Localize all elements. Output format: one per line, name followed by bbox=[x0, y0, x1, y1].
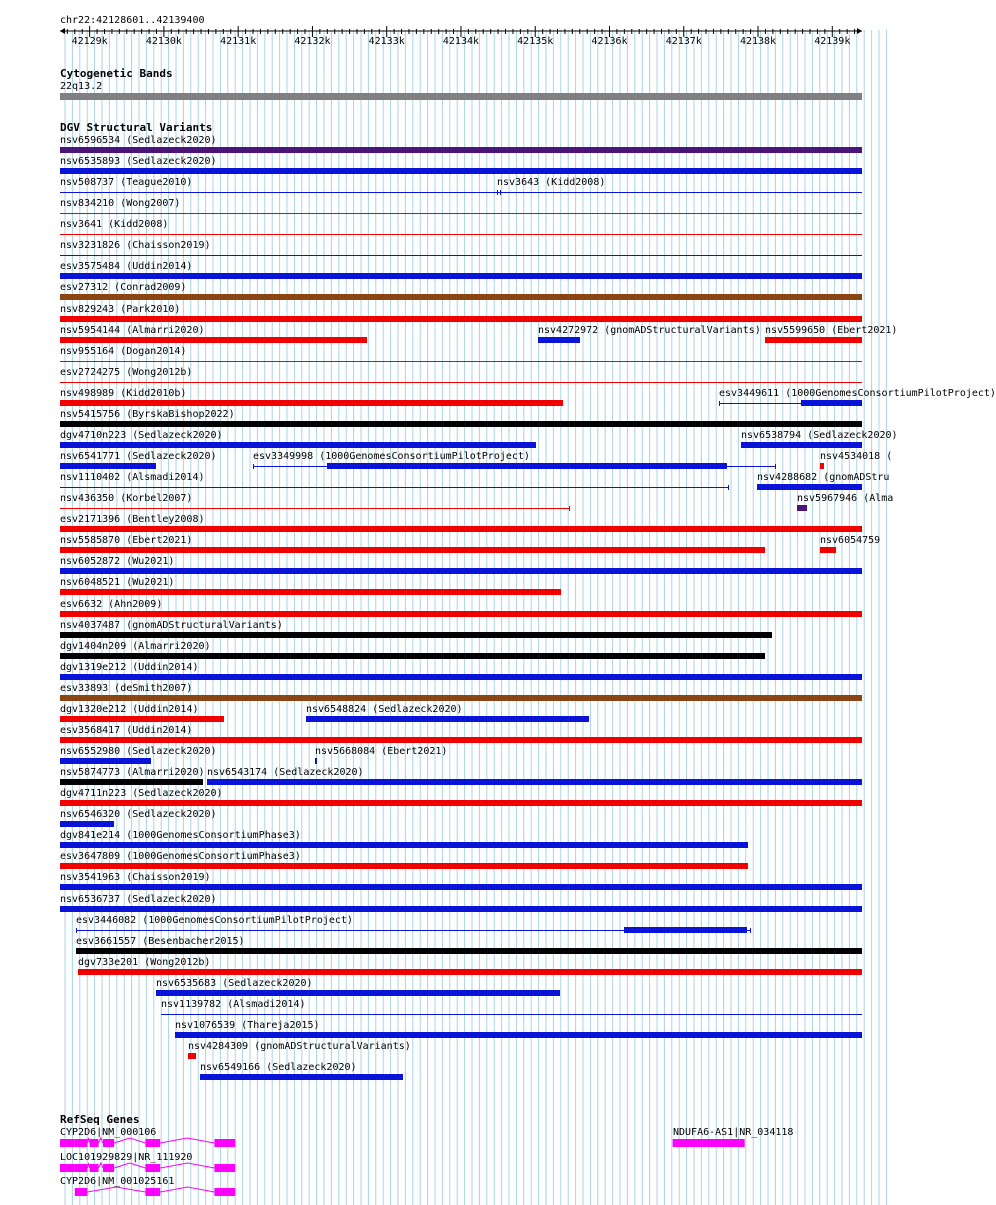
variant-label: nsv6054759 bbox=[820, 535, 881, 546]
variant-label: nsv6536737 (Sedlazeck2020) bbox=[60, 894, 217, 905]
variant-bar[interactable] bbox=[60, 779, 203, 785]
dgv-track-title: DGV Structural Variants bbox=[60, 121, 213, 134]
ruler-tick-label: 42129k bbox=[71, 36, 108, 47]
variant-label: nsv6552980 (Sedlazeck2020) bbox=[60, 746, 217, 757]
gene-exon bbox=[673, 1139, 712, 1147]
variant-end-tick bbox=[76, 928, 77, 933]
variant-label: dgv1404n209 (Almarri2020) bbox=[60, 641, 211, 652]
variant-label: nsv3231826 (Chaisson2019) bbox=[60, 240, 211, 251]
gene-label: NDUFA6-AS1|NR_034118 bbox=[673, 1127, 794, 1138]
variant-bar[interactable] bbox=[765, 337, 862, 343]
variant-bar[interactable] bbox=[60, 463, 156, 469]
variant-label: nsv4272972 (gnomADStructuralVariants) bbox=[538, 325, 761, 336]
variant-bar[interactable] bbox=[60, 526, 862, 532]
variant-label: nsv829243 (Park2010) bbox=[60, 304, 181, 315]
ruler-tick-label: 42130k bbox=[145, 36, 182, 47]
variant-line[interactable] bbox=[60, 361, 862, 362]
variant-end-tick bbox=[728, 485, 729, 490]
variant-label: dgv4710n223 (Sedlazeck2020) bbox=[60, 430, 223, 441]
gene-exon bbox=[75, 1188, 88, 1196]
variant-label: nsv5874773 (Almarri2020) bbox=[60, 767, 205, 778]
variant-label: nsv6596534 (Sedlazeck2020) bbox=[60, 135, 217, 146]
variant-bar[interactable] bbox=[207, 779, 862, 785]
variant-bar[interactable] bbox=[757, 484, 862, 490]
variant-label: nsv3641 (Kidd2008) bbox=[60, 219, 169, 230]
variant-line[interactable] bbox=[60, 487, 728, 488]
variant-bar[interactable] bbox=[200, 1074, 403, 1080]
cytoband-title: Cytogenetic Bands bbox=[60, 67, 173, 80]
variant-bar[interactable] bbox=[76, 948, 862, 954]
ruler-tick-label: 42135k bbox=[517, 36, 554, 47]
variant-label: nsv1076539 (Thareja2015) bbox=[175, 1020, 320, 1031]
variant-line[interactable] bbox=[60, 234, 862, 235]
variant-bar[interactable] bbox=[60, 421, 862, 427]
variant-bar[interactable] bbox=[60, 653, 765, 659]
gene-exon bbox=[214, 1188, 235, 1196]
gene-model[interactable] bbox=[0, 1137, 890, 1151]
ruler-left-arrow-icon bbox=[60, 28, 65, 34]
ruler-tick-label: 42137k bbox=[665, 36, 702, 47]
variant-bar[interactable] bbox=[78, 969, 862, 975]
variant-bar[interactable] bbox=[60, 273, 862, 279]
variant-bar[interactable] bbox=[60, 906, 862, 912]
variant-label: nsv508737 (Teague2010) bbox=[60, 177, 193, 188]
gene-exon bbox=[90, 1164, 99, 1172]
variant-bar[interactable] bbox=[801, 400, 862, 406]
variant-label: nsv6048521 (Wu2021) bbox=[60, 577, 175, 588]
variant-line[interactable] bbox=[60, 508, 569, 509]
variant-bar[interactable] bbox=[60, 442, 536, 448]
gene-exon bbox=[60, 1164, 75, 1172]
variant-bar[interactable] bbox=[60, 589, 561, 595]
variant-bar[interactable] bbox=[60, 611, 862, 617]
ruler-tick-label: 42132k bbox=[294, 36, 331, 47]
variant-label: nsv6052872 (Wu2021) bbox=[60, 556, 175, 567]
variant-bar[interactable] bbox=[188, 1053, 196, 1059]
variant-bar[interactable] bbox=[60, 716, 224, 722]
gene-model[interactable] bbox=[0, 1186, 890, 1200]
gene-label: CYP2D6|NM_001025161 bbox=[60, 1176, 175, 1187]
variant-bar[interactable] bbox=[327, 463, 727, 469]
variant-label: nsv6541771 (Sedlazeck2020) bbox=[60, 451, 217, 462]
variant-bar[interactable] bbox=[741, 442, 862, 448]
variant-bar[interactable] bbox=[60, 547, 765, 553]
variant-label: nsv436350 (Korbel2007) bbox=[60, 493, 193, 504]
ruler[interactable] bbox=[0, 25, 890, 49]
variant-bar[interactable] bbox=[60, 842, 748, 848]
variant-label: esv3449611 (1000GenomesConsortiumPilotProject) bbox=[719, 388, 996, 399]
ruler-right-arrow-icon bbox=[857, 28, 862, 34]
variant-label: nsv498989 (Kidd2010b) bbox=[60, 388, 187, 399]
ruler-tick-label: 42139k bbox=[814, 36, 851, 47]
variant-label: nsv955164 (Dogan2014) bbox=[60, 346, 187, 357]
variant-bar[interactable] bbox=[797, 505, 807, 511]
variant-label: nsv5967946 (Alma bbox=[797, 493, 894, 504]
variant-bar[interactable] bbox=[624, 927, 747, 933]
variant-end-tick bbox=[775, 464, 776, 469]
variant-label: dgv4711n223 (Sedlazeck2020) bbox=[60, 788, 223, 799]
variant-label: nsv4284309 (gnomADStructuralVariants) bbox=[188, 1041, 411, 1052]
variant-label: nsv5599650 (Ebert2021) bbox=[765, 325, 898, 336]
variant-label: nsv6538794 (Sedlazeck2020) bbox=[741, 430, 898, 441]
variant-label: nsv5954144 (Almarri2020) bbox=[60, 325, 205, 336]
variant-label: esv2724275 (Wong2012b) bbox=[60, 367, 193, 378]
variant-end-tick bbox=[253, 464, 254, 469]
variant-label: nsv1139782 (Alsmadi2014) bbox=[161, 999, 306, 1010]
gene-model[interactable] bbox=[0, 1162, 890, 1176]
variant-label: nsv6543174 (Sedlazeck2020) bbox=[207, 767, 364, 778]
variant-bar[interactable] bbox=[60, 800, 862, 806]
variant-end-tick bbox=[750, 928, 751, 933]
variant-bar[interactable] bbox=[60, 168, 862, 174]
variant-bar[interactable] bbox=[60, 695, 862, 701]
variant-line[interactable] bbox=[60, 382, 862, 383]
variant-bar[interactable] bbox=[60, 294, 862, 300]
variant-bar[interactable] bbox=[60, 821, 114, 827]
variant-bar[interactable] bbox=[60, 758, 151, 764]
variant-label: esv33893 (deSmith2007) bbox=[60, 683, 193, 694]
gene-exon bbox=[214, 1164, 235, 1172]
variant-label: esv27312 (Conrad2009) bbox=[60, 282, 187, 293]
variant-bar[interactable] bbox=[175, 1032, 862, 1038]
gene-label: CYP2D6|NM_000106 bbox=[60, 1127, 157, 1138]
variant-line[interactable] bbox=[60, 192, 862, 193]
variant-label: esv3446082 (1000GenomesConsortiumPilotProject) bbox=[76, 915, 353, 926]
variant-label: esv3349998 (1000GenomesConsortiumPilotProject) bbox=[253, 451, 530, 462]
variant-label: nsv6535893 (Sedlazeck2020) bbox=[60, 156, 217, 167]
variant-bar[interactable] bbox=[306, 716, 589, 722]
gene-exon bbox=[710, 1139, 745, 1147]
variant-bar[interactable] bbox=[60, 316, 862, 322]
ruler-tick-label: 42134k bbox=[442, 36, 480, 47]
variant-label: nsv4037487 (gnomADStructuralVariants) bbox=[60, 620, 283, 631]
variant-tick[interactable] bbox=[500, 190, 501, 195]
variant-label: nsv6548824 (Sedlazeck2020) bbox=[306, 704, 463, 715]
ruler-tick-label: 42131k bbox=[220, 36, 257, 47]
variant-end-tick bbox=[719, 401, 720, 406]
variant-end-tick bbox=[569, 506, 570, 511]
variant-bar[interactable] bbox=[820, 463, 824, 469]
variant-label: nsv6535683 (Sedlazeck2020) bbox=[156, 978, 313, 989]
variant-label: esv3568417 (Uddin2014) bbox=[60, 725, 193, 736]
variant-label: esv3575484 (Uddin2014) bbox=[60, 261, 193, 272]
variant-bar[interactable] bbox=[60, 337, 367, 343]
variant-bar[interactable] bbox=[60, 400, 563, 406]
ruler-tick-label: 42136k bbox=[591, 36, 628, 47]
gene-exon bbox=[75, 1164, 88, 1172]
variant-tick[interactable] bbox=[497, 190, 498, 195]
refseq-track-title: RefSeq Genes bbox=[60, 1113, 140, 1126]
variant-line[interactable] bbox=[60, 213, 862, 214]
variant-line[interactable] bbox=[60, 255, 862, 256]
variant-label: nsv5585870 (Ebert2021) bbox=[60, 535, 193, 546]
variant-bar[interactable] bbox=[156, 990, 560, 996]
variant-bar[interactable] bbox=[60, 863, 748, 869]
variant-label: nsv4534018 ( bbox=[820, 451, 893, 462]
variant-bar[interactable] bbox=[60, 674, 862, 680]
variant-label: nsv1110402 (Alsmadi2014) bbox=[60, 472, 205, 483]
gene-exon bbox=[145, 1164, 160, 1172]
variant-label: dgv841e214 (1000GenomesConsortiumPhase3) bbox=[60, 830, 301, 841]
variant-bar[interactable] bbox=[60, 884, 862, 890]
variant-label: nsv6549166 (Sedlazeck2020) bbox=[200, 1062, 357, 1073]
variant-label: nsv5415756 (ByrskaBishop2022) bbox=[60, 409, 235, 420]
variant-label: dgv1319e212 (Uddin2014) bbox=[60, 662, 199, 673]
gene-label: LOC101929829|NR_111920 bbox=[60, 1152, 193, 1163]
variant-bar[interactable] bbox=[60, 632, 772, 638]
variant-bar[interactable] bbox=[820, 547, 836, 553]
variant-bar[interactable] bbox=[60, 737, 862, 743]
variant-label: esv3647809 (1000GenomesConsortiumPhase3) bbox=[60, 851, 301, 862]
variant-label: nsv6546320 (Sedlazeck2020) bbox=[60, 809, 217, 820]
ruler-location: chr22:42128601..42139400 bbox=[60, 15, 205, 26]
variant-label: nsv5668084 (Ebert2021) bbox=[315, 746, 448, 757]
ruler-tick-label: 42133k bbox=[368, 36, 405, 47]
variant-label: esv6632 (Ahn2009) bbox=[60, 599, 163, 610]
variant-bar[interactable] bbox=[60, 147, 862, 153]
variant-bar[interactable] bbox=[315, 758, 317, 764]
gene-exon bbox=[103, 1164, 114, 1172]
cytoband-bar[interactable] bbox=[60, 93, 862, 100]
gene-exon bbox=[145, 1188, 160, 1196]
variant-bar[interactable] bbox=[60, 568, 862, 574]
variant-label: nsv4288682 (gnomADStru bbox=[757, 472, 890, 483]
variant-label: esv2171396 (Bentley2008) bbox=[60, 514, 205, 525]
variant-label: nsv834210 (Wong2007) bbox=[60, 198, 181, 209]
variant-bar[interactable] bbox=[538, 337, 580, 343]
variant-label: nsv3541963 (Chaisson2019) bbox=[60, 872, 211, 883]
variant-label: nsv3643 (Kidd2008) bbox=[497, 177, 606, 188]
variant-label: dgv733e201 (Wong2012b) bbox=[78, 957, 211, 968]
cytoband-label: 22q13.2 bbox=[60, 81, 103, 92]
ruler-tick-label: 42138k bbox=[739, 36, 777, 47]
variant-line[interactable] bbox=[161, 1014, 862, 1015]
variant-label: esv3661557 (Besenbacher2015) bbox=[76, 936, 245, 947]
variant-label: dgv1320e212 (Uddin2014) bbox=[60, 704, 199, 715]
